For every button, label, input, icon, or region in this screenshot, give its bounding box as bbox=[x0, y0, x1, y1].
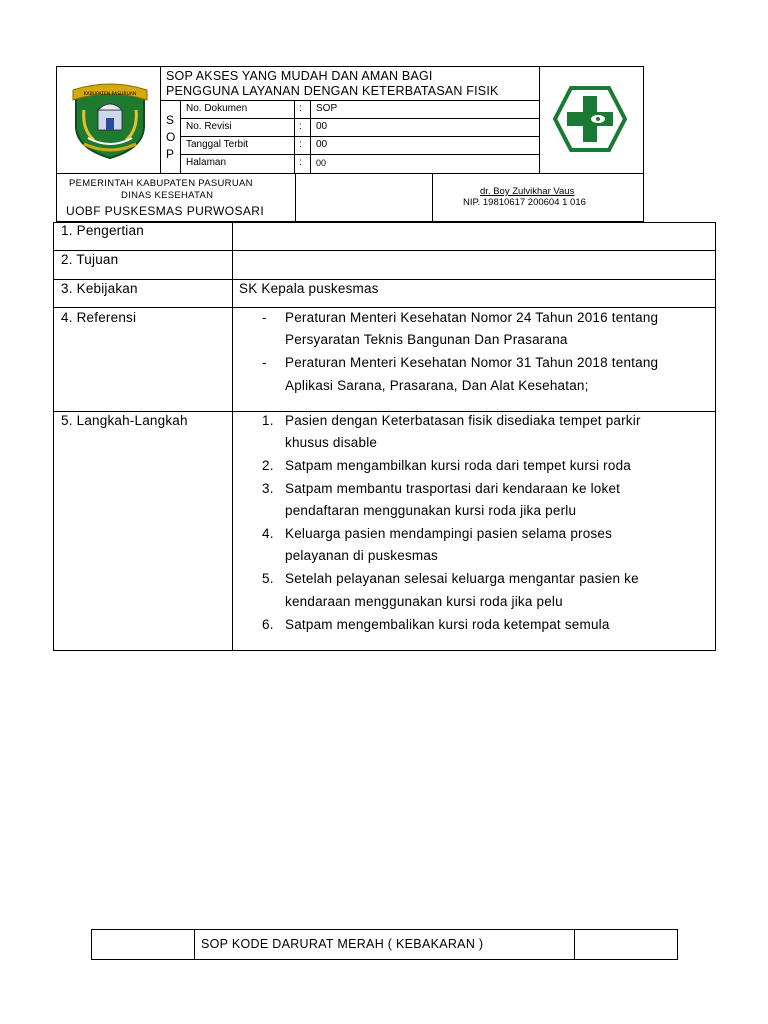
sop-letter-o: O bbox=[166, 130, 176, 144]
list-number: 5. bbox=[262, 571, 274, 586]
list-number: 3. bbox=[262, 481, 274, 496]
list-item-continuation: kendaraan menggunakan kursi roda jika pelu bbox=[285, 594, 563, 609]
document-title-line1: SOP AKSES YANG MUDAH DAN AMAN BAGI bbox=[166, 69, 433, 83]
signer-nip: NIP. 19810617 200604 1 016 bbox=[463, 197, 586, 208]
list-number: 6. bbox=[262, 617, 274, 632]
org-department: DINAS KESEHATAN bbox=[121, 190, 214, 201]
org-government: PEMERINTAH KABUPATEN PASURUAN bbox=[69, 178, 253, 189]
list-item-continuation: khusus disable bbox=[285, 435, 378, 450]
list-item: Satpam mengembalikan kursi roda ketempat semula bbox=[285, 617, 610, 632]
section-referensi-label: 4. Referensi bbox=[61, 310, 137, 325]
sop-letter-s: S bbox=[166, 113, 175, 127]
list-item: Peraturan Menteri Kesehatan Nomor 31 Tahun 2018 tentang bbox=[285, 355, 659, 370]
list-item: Pasien dengan Keterbatasan fisik disediaka tempet parkir bbox=[285, 413, 641, 428]
value-no-dokumen: SOP bbox=[316, 103, 338, 114]
list-number: 1. bbox=[262, 413, 274, 428]
list-item-continuation: pelayanan di puskesmas bbox=[285, 548, 438, 563]
label-no-dokumen: No. Dokumen bbox=[186, 103, 248, 114]
list-bullet: - bbox=[262, 310, 267, 325]
list-item-continuation: pendaftaran menggunakan kursi roda jika perlu bbox=[285, 503, 577, 518]
value-no-revisi: 00 bbox=[316, 121, 328, 132]
colon: : bbox=[299, 157, 302, 168]
list-item-continuation: Persyaratan Teknis Bangunan Dan Prasarana bbox=[285, 332, 568, 347]
list-item-continuation: Aplikasi Sarana, Prasarana, Dan Alat Kesehatan; bbox=[285, 378, 589, 393]
signer-name: dr. Boy Zulvikhar Vaus bbox=[480, 186, 575, 197]
document-title-line2: PENGGUNA LAYANAN DENGAN KETERBATASAN FISIK bbox=[166, 84, 499, 98]
footer-title: SOP KODE DARURAT MERAH ( KEBAKARAN ) bbox=[201, 937, 484, 951]
label-no-revisi: No. Revisi bbox=[186, 121, 232, 132]
section-kebijakan-label: 3. Kebijakan bbox=[61, 281, 138, 296]
value-tanggal-terbit: 00 bbox=[316, 139, 328, 150]
sop-letter-p: P bbox=[166, 147, 175, 161]
list-item: Peraturan Menteri Kesehatan Nomor 24 Tahun 2016 tentang bbox=[285, 310, 659, 325]
section-tujuan-label: 2. Tujuan bbox=[61, 252, 119, 267]
section-pengertian-label: 1. Pengertian bbox=[61, 223, 144, 238]
section-kebijakan-value: SK Kepala puskesmas bbox=[239, 281, 379, 296]
list-number: 4. bbox=[262, 526, 274, 541]
colon: : bbox=[299, 121, 302, 132]
section-langkah-label: 5. Langkah-Langkah bbox=[61, 413, 188, 428]
regency-emblem-logo bbox=[68, 80, 152, 160]
list-item: Setelah pelayanan selesai keluarga mengantar pasien ke bbox=[285, 571, 639, 586]
org-unit: UOBF PUSKESMAS PURWOSARI bbox=[66, 204, 265, 218]
list-item: Satpam membantu trasportasi dari kendaraan ke loket bbox=[285, 481, 621, 496]
label-halaman: Halaman bbox=[186, 157, 227, 168]
list-number: 2. bbox=[262, 458, 274, 473]
colon: : bbox=[299, 103, 302, 114]
list-item: Satpam mengambilkan kursi roda dari tempet kursi roda bbox=[285, 458, 632, 473]
svg-text:KABUPATEN PASURUAN: KABUPATEN PASURUAN bbox=[83, 92, 137, 97]
list-bullet: - bbox=[262, 355, 267, 370]
puskesmas-logo bbox=[553, 86, 627, 152]
colon: : bbox=[299, 139, 302, 150]
value-halaman: 00 bbox=[316, 158, 327, 168]
label-tanggal-terbit: Tanggal Terbit bbox=[186, 139, 249, 150]
list-item: Keluarga pasien mendampingi pasien selama proses bbox=[285, 526, 613, 541]
